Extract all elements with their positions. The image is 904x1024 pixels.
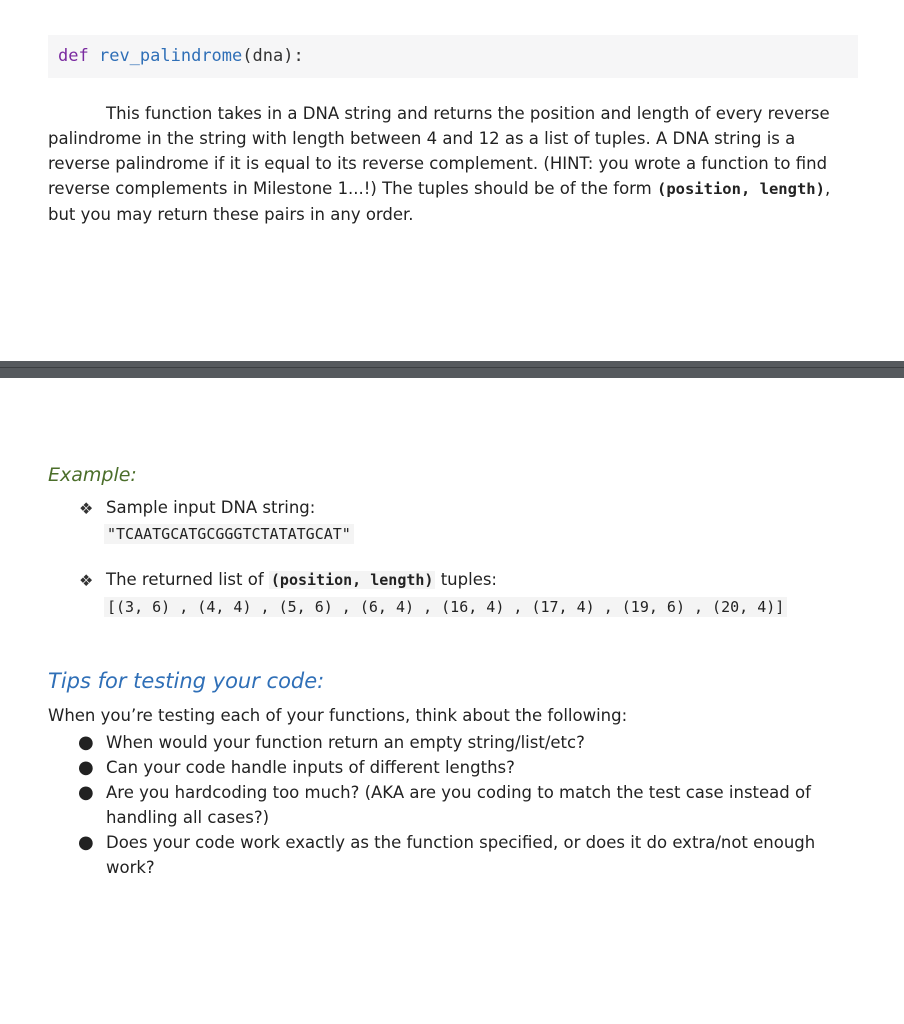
description-code: (position, length) bbox=[656, 180, 825, 198]
diamond-bullet-icon: ❖ bbox=[79, 499, 94, 518]
bullet-icon: ● bbox=[78, 832, 94, 853]
example-output-label-suffix: tuples: bbox=[440, 570, 497, 589]
list-item: ● Can your code handle inputs of different lengths? bbox=[78, 757, 515, 778]
tips-intro: When you’re testing each of your functions, think about the following: bbox=[48, 706, 628, 725]
list-item: ● Are you hardcoding too much? (AKA are you coding to match the test case instead of handling all cases?) bbox=[78, 782, 811, 827]
page-divider bbox=[0, 361, 904, 378]
description-text-2: , but you may return these pairs in any order. bbox=[48, 179, 831, 224]
tips-title: Tips for testing your code: bbox=[48, 669, 325, 693]
list-item: ● Does your code work exactly as the function specified, or does it do extra/not enough work? bbox=[78, 832, 816, 877]
bullet-icon: ● bbox=[78, 757, 94, 778]
bullet-icon: ● bbox=[78, 732, 94, 753]
function-description bbox=[48, 101, 838, 227]
example-output-label-code: (position, length) bbox=[270, 571, 434, 589]
example-output-label bbox=[106, 570, 497, 589]
example-output-value: [(3, 6) , (4, 4) , (5, 6) , (6, 4) , (16, 4) , (17, 4) , (19, 6) , (20, 4)] bbox=[104, 597, 787, 617]
example-title: Example: bbox=[48, 464, 137, 486]
function-name: rev_palindrome bbox=[98, 46, 243, 66]
function-signature bbox=[48, 35, 858, 78]
example-input-value: "TCAATGCATGCGGGTCTATATGCAT" bbox=[104, 524, 354, 544]
diamond-bullet-icon: ❖ bbox=[79, 571, 94, 590]
bullet-icon: ● bbox=[78, 782, 94, 803]
list-item: ● When would your function return an empty string/list/etc? bbox=[78, 732, 585, 753]
def-keyword: def bbox=[58, 46, 89, 66]
example-output-label-prefix: The returned list of bbox=[106, 570, 264, 589]
tips-list bbox=[78, 730, 868, 880]
function-params: (dna): bbox=[242, 46, 304, 66]
example-input-label: Sample input DNA string: bbox=[106, 498, 316, 517]
description-text-1: This function takes in a DNA string and returns the position and length of every reverse palindrome in the string with length between 4 and 12 as a list of tuples. A DNA string is a reverse palindrome if it is equal to its reverse complement. (HINT: you wrote a function to find reverse complements in Milestone 1...!) The tuples should be of the form bbox=[48, 104, 830, 198]
